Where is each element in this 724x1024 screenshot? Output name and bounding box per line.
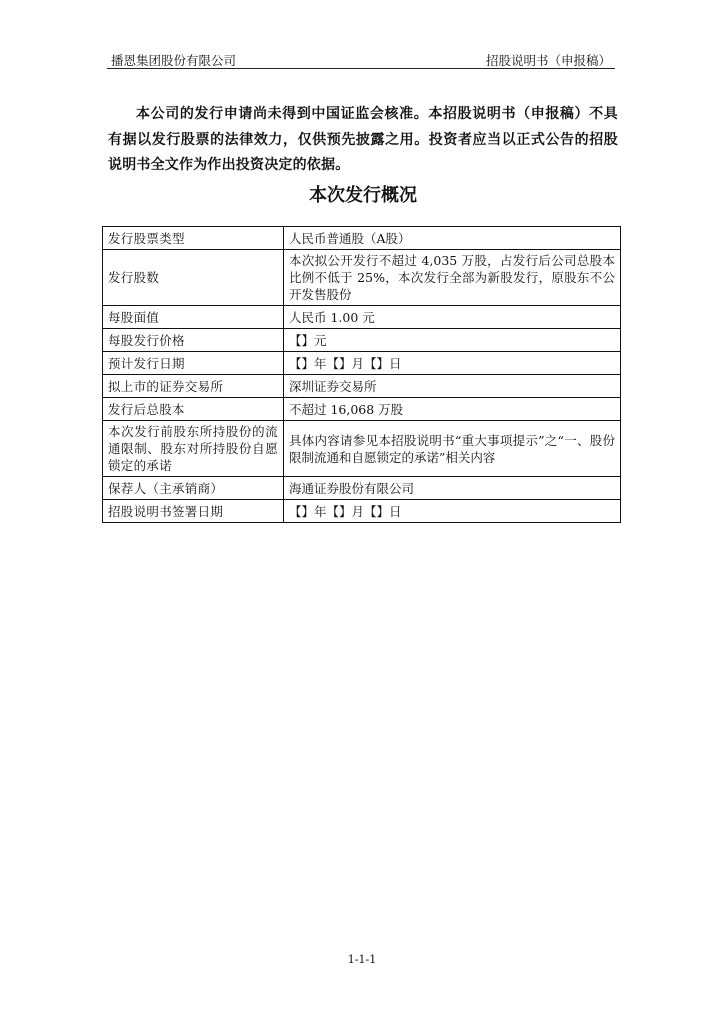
row-value: 深圳证券交易所: [284, 375, 621, 398]
table-row: [103, 398, 621, 421]
header-company-name: 播恩集团股份有限公司: [111, 53, 237, 68]
row-value: 本次拟公开发行不超过 4,035 万股，占发行后公司总股本比例不低于 25%，本次发行全部为新股发行，原股东不公开发售股份: [284, 250, 621, 306]
row-label: 发行股数: [103, 250, 284, 306]
row-value: 不超过 16,068 万股: [284, 398, 621, 421]
row-label: 预计发行日期: [103, 352, 284, 375]
page-number: 1-1-1: [347, 953, 377, 966]
row-label: 保荐人（主承销商）: [103, 477, 284, 500]
row-label: 拟上市的证券交易所: [103, 375, 284, 398]
row-label: 每股发行价格: [103, 329, 284, 352]
table-row: [103, 329, 621, 352]
header-document-type: 招股说明书（申报稿）: [485, 53, 611, 68]
row-label: 招股说明书签署日期: [103, 500, 284, 523]
table-row: [103, 500, 621, 523]
row-value: 【】元: [284, 329, 621, 352]
row-value: 海通证券股份有限公司: [284, 477, 621, 500]
table-row: [103, 250, 621, 306]
page-header: [107, 48, 615, 69]
approval-notice: 本公司的发行申请尚未得到中国证监会核准。本招股说明书（申报稿）不具有据以发行股票的法律效力，仅供预先披露之用。投资者应当以正式公告的招股说明书全文作为作出投资决定的依据。: [108, 106, 618, 173]
table-row: [103, 352, 621, 375]
row-label: 每股面值: [103, 306, 284, 329]
offering-overview-table: [102, 226, 621, 523]
table-row: [103, 375, 621, 398]
row-label: 发行股票类型: [103, 227, 284, 250]
table-row: [103, 306, 621, 329]
table-row: [103, 477, 621, 500]
row-value: 【】年【】月【】日: [284, 352, 621, 375]
table-row: [103, 421, 621, 477]
table-row: [103, 227, 621, 250]
row-label: 本次发行前股东所持股份的流通限制、股东对所持股份自愿锁定的承诺: [103, 421, 284, 477]
row-label: 发行后总股本: [103, 398, 284, 421]
row-value: 人民币 1.00 元: [284, 306, 621, 329]
row-value: 具体内容请参见本招股说明书“重大事项提示”之“一、股份限制流通和自愿锁定的承诺”相关内容: [284, 421, 621, 477]
row-value: 【】年【】月【】日: [284, 500, 621, 523]
section-title: 本次发行概况: [309, 185, 417, 206]
row-value: 人民币普通股（A股）: [284, 227, 621, 250]
